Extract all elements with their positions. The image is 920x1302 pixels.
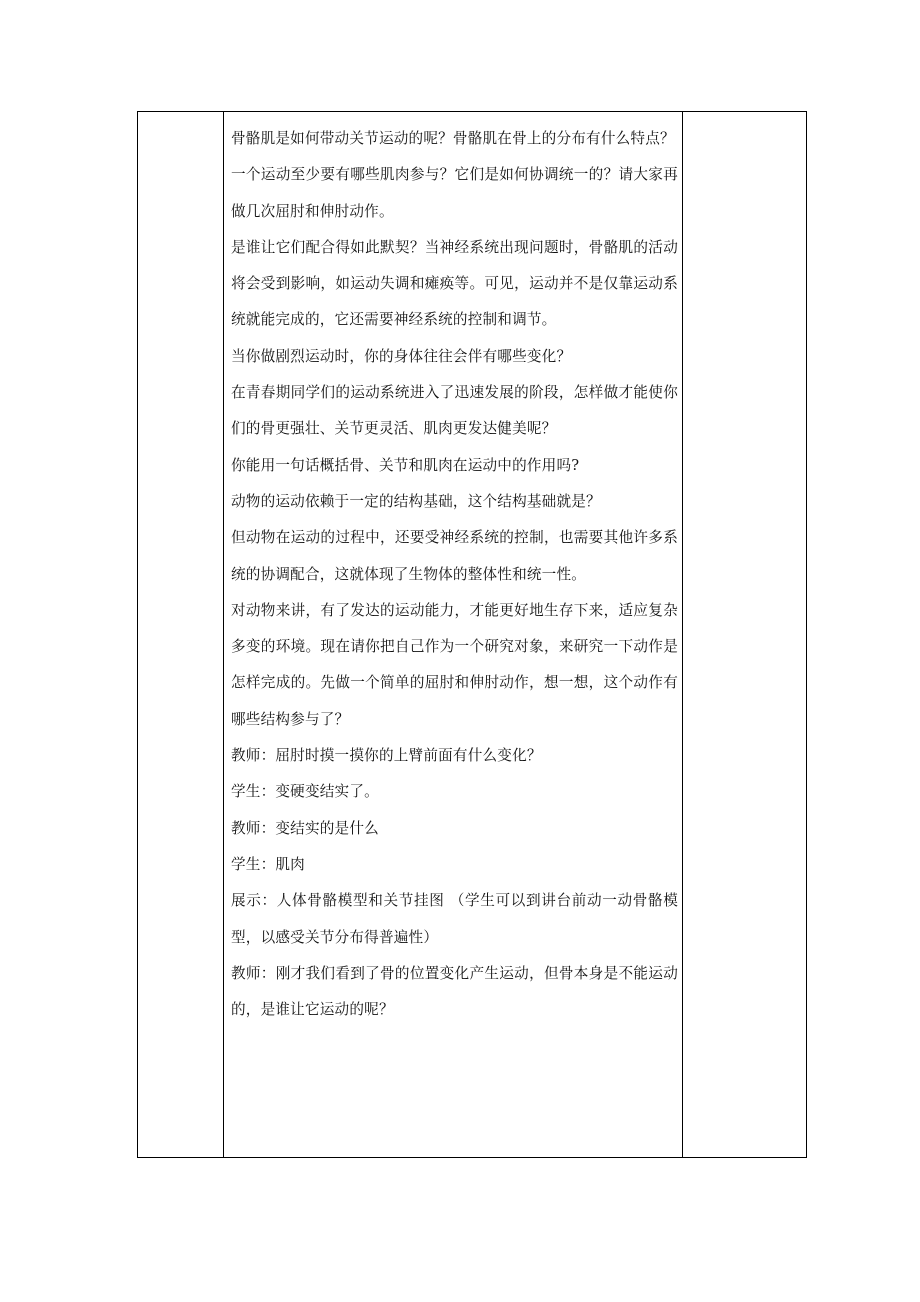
dialogue-line: 教师：屈肘时摸一摸你的上臂前面有什么变化？ <box>231 747 542 765</box>
paragraph: 当你做剧烈运动时，你的身体往往会伴有哪些变化？ <box>231 347 572 365</box>
paragraph: 一个运动至少要有哪些肌肉参与？它们是如何协调统一的？请大家再做几次屈肘和伸肘动作。 <box>231 166 678 220</box>
dialogue-line: 学生：肌肉 <box>231 855 305 873</box>
paragraph: 动物的运动依赖于一定的结构基础，这个结构基础就是？ <box>231 492 601 510</box>
paragraph: 你能用一句话概括骨、关节和肌肉在运动中的作用吗? <box>231 456 580 474</box>
lesson-table <box>137 111 807 1158</box>
right-empty-cell <box>683 112 806 1157</box>
dialogue-line: 展示：人体骨骼模型和关节挂图 （学生可以到讲台前动一动骨骼模型，以感受关节分布得普遍性） <box>231 892 678 946</box>
paragraph: 但动物在运动的过程中，还要受神经系统的控制，也需要其他许多系统的协调配合，这就体现了生物体的整体性和统一性。 <box>231 529 678 583</box>
paragraph: 在青春期同学们的运动系统进入了迅速发展的阶段，怎样做才能使你们的骨更强壮、关节更灵活、肌肉更发达健美呢？ <box>231 384 678 438</box>
paragraph: 是谁让它们配合得如此默契？当神经系统出现问题时，骨骼肌的活动将会受到影响，如运动失调和瘫痪等。可见，运动并不是仅靠运动系统就能完成的，它还需要神经系统的控制和调节。 <box>231 238 678 329</box>
dialogue-line: 教师：刚才我们看到了骨的位置变化产生运动，但骨本身是不能运动的，是谁让它运动的呢？ <box>231 964 678 1019</box>
left-empty-cell <box>138 112 224 1157</box>
dialogue-line: 学生：变硬变结实了。 <box>231 783 379 801</box>
content-text <box>224 112 682 1028</box>
paragraph: 对动物来讲，有了发达的运动能力，才能更好地生存下来，适应复杂多变的环境。现在请你把自己作为一个研究对象，来研究一下动作是怎样完成的。先做一个简单的屈肘和伸肘动作，想一想，这个动作有哪些结构参与了？ <box>231 601 678 728</box>
paragraph: 骨骼肌是如何带动关节运动的呢？骨骼肌在骨上的分布有什么特点？ <box>231 130 675 147</box>
dialogue-line: 教师：变结实的是什么 <box>231 819 379 837</box>
content-cell <box>224 112 683 1157</box>
